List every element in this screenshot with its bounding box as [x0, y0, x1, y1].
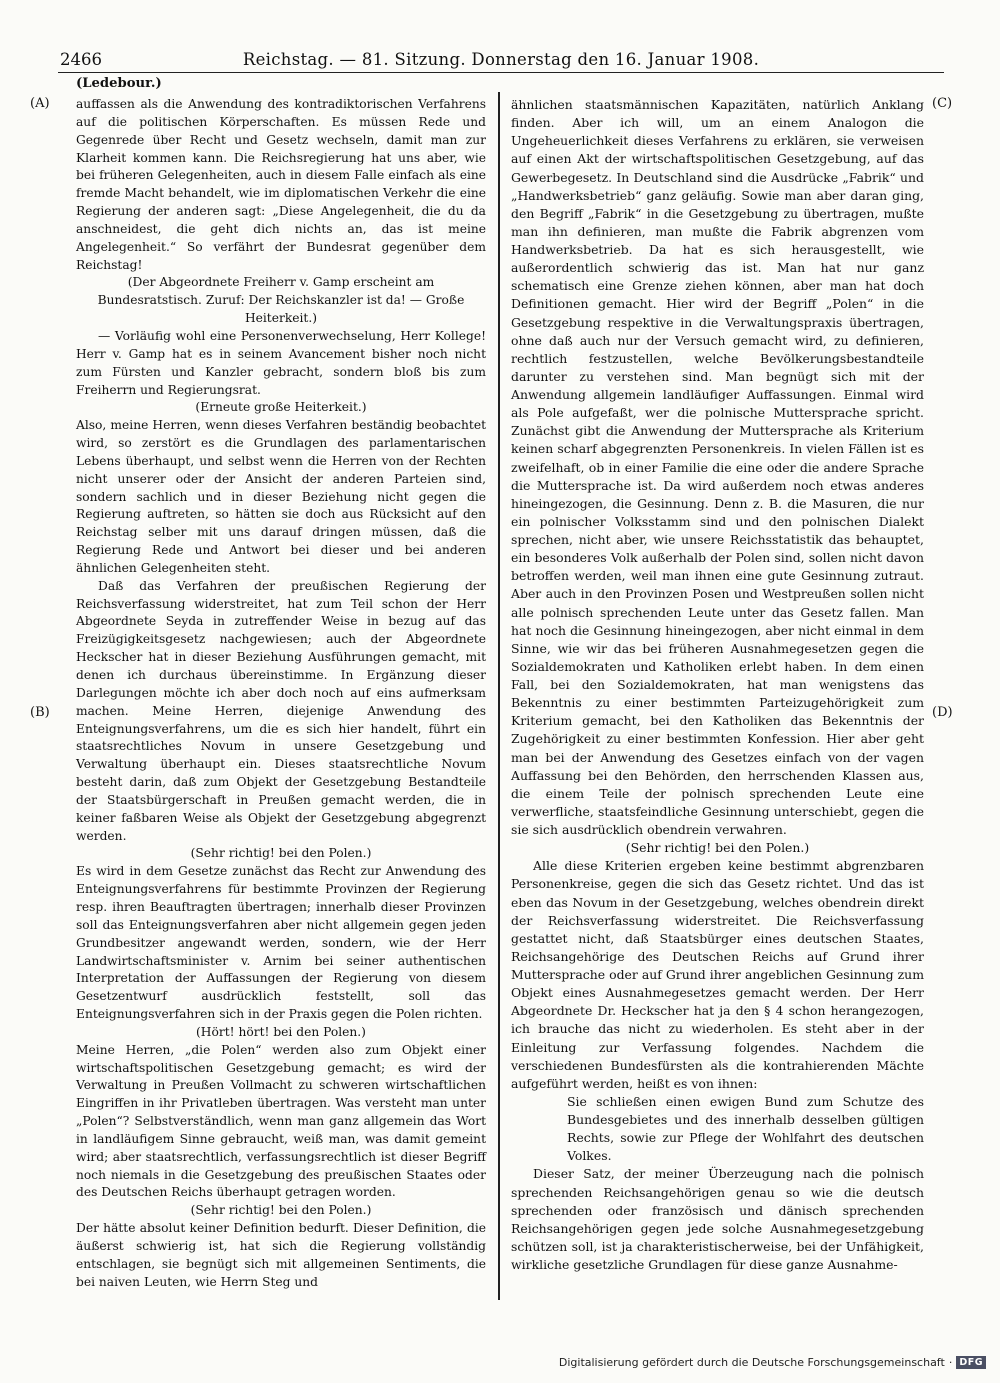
paragraph: Der hätte absolut keiner Definition bedurft. Dieser Definition, die äußerst schwierig ist, hat sich die Regierung vollständig entschlagen, sie begnügt sich mit allgemeinen Sentiments, die bei naiven Leuten, wie Herrn Steg und [76, 1221, 486, 1289]
block-quote: Sie schließen einen ewigen Bund zum Schutze des Bundesgebietes und des innerhalb desselben gültigen Rechts, sowie zur Pflege der Wohlfahrt des deutschen Volkes. [567, 1093, 924, 1164]
margin-marker-d: (D) [932, 705, 953, 720]
paragraph: Es wird in dem Gesetze zunächst das Recht zur Anwendung des Enteignungsverfahrens für bestimmte Provinzen der Regierung resp. ihren Beauftragten übertragen; innerhalb dieser Provinzen soll das Enteignungsverfahren aber nicht allgemein gegen jeden Grundbesitzer angewandt werden, sondern, wie der Herr Landwirtschaftsminister v. Arnim bei seiner authentischen Interpretation der Auffassungen der Regierung von diesem Gesetzentwurf ausdrücklich feststellt, soll das Enteignungsverfahren sich in der Praxis gegen die Polen richten. [76, 864, 486, 1022]
left-column [76, 96, 486, 1292]
footer-text: Digitalisierung gefördert durch die Deutsche Forschungsgemeinschaft [558, 1356, 945, 1369]
right-column [511, 96, 924, 1274]
paragraph: — Vorläufig wohl eine Personenverwechselung, Herr Kollege! Herr v. Gamp hat es in seinem Avancement bisher noch nicht zum Fürsten und Kanzler gebracht, sondern bloß bis zum Freiherrn und Regierungsrat. [76, 328, 486, 397]
paragraph: Dieser Satz, der meiner Überzeugung nach die polnisch sprechenden Reichsangehörigen genau so wie die deutsch sprechenden oder französisch und dänisch sprechenden Reichsangehörigen gegen jede solche Ausnahmegesetzgebung schützen soll, ist ja charakteristischerweise, bei der Unfähigkeit, wirkliche gesetzliche Grundlagen für diese ganze Ausnahme- [511, 1166, 924, 1272]
page-footer: Digitalisierung gefördert durch die Deutsche Forschungsgemeinschaft · DFG [559, 1356, 986, 1369]
speaker-name: (Ledebour.) [76, 76, 162, 91]
page-header [58, 48, 944, 73]
interjection: (Sehr richtig! bei den Polen.) [625, 840, 810, 856]
running-title: Reichstag. — 81. Sitzung. Donnerstag den 16. Januar 1908. [242, 50, 760, 69]
paragraph: Meine Herren, „die Polen“ werden also zum Objekt einer wirtschaftspolitischen Gesetzgebung gemacht; es wird der Verwaltung in Preußen Vollmacht zu schweren wirtschaftlichen Eingriffen in ihr Privatleben übertragen. Was versteht man unter „Polen“? Selbstverständlich, wenn man ganz allgemein das Wort in landläufigem Sinne gebraucht, weiß man, was damit gemeint wird; aber staatsrechtlich, verfassungsrechtlich ist dieser Begriff noch niemals in die Gesetzgebung des preußischen Staates oder des Deutschen Reichs überhaupt getragen worden. [76, 1042, 486, 1200]
margin-marker-c: (C) [932, 96, 953, 111]
interjection: (Hört! hört! bei den Polen.) [196, 1024, 366, 1039]
margin-marker-a: (A) [30, 96, 50, 111]
paragraph: Also, meine Herren, wenn dieses Verfahren beständig beobachtet wird, so zerstört es die Grundlagen des parlamentarischen Lebens überhaupt, und selbst wenn die Herren von der Rechten nicht unserer oder der Ansicht der anderen Parteien sind, sondern sachlich und in dieser Beziehung nicht gegen die Regierung auftreten, so hätten sie doch aus Rücksicht auf den Reichstag selber mit uns darauf dringen müssen, daß die Regierung Rede und Antwort bei dieser und bei anderen ähnlichen Gelegenheiten steht. [76, 418, 486, 575]
paragraph: Alle diese Kriterien ergeben keine bestimmt abgrenzbaren Personenkreise, gegen die sich das Gesetz richtet. Und das ist eben das Novum in der Gesetzgebung, welches obendrein direkt der Reichsverfassung widerstreitet. Die Reichsverfassung gestattet nicht, daß Staatsbürger eines deutschen Staates, Reichsangehörige des Deutschen Reichs auf Grund ihrer Muttersprache oder auf Grund ihrer angeblichen Gesinnung zum Objekt eines Ausnahmegesetzes gemacht werden. Der Herr Abgeordnete Dr. Heckscher hat ja den § 4 schon herangezogen, ich brauche das nicht zu wiederholen. Es steht aber in der Einleitung zur Verfassung folgendes. Nachdem die verschiedenen Bundesfürsten als die kontrahierenden Mächte aufgeführt werden, heißt es von ihnen: [511, 858, 924, 1091]
dfg-logo: DFG [956, 1356, 986, 1369]
interjection: (Der Abgeordnete Freiherr v. Gamp erscheint am Bundesratstisch. Zuruf: Der Reichskanzler ist da! — Große Heiterkeit.) [97, 275, 465, 326]
paragraph: Daß das Verfahren der preußischen Regierung der Reichsverfassung widerstreitet, hat zum Teil schon der Herr Abgeordnete Seyda in zutreffender Weise in bezug auf das Freizügigkeitsgesetz nachgewiesen; auch der Abgeordnete Heckscher hat in dieser Beziehung Ausführungen gemacht, mit denen ich durchaus übereinstimme. In Ergänzung dieser Darlegungen möchte ich aber doch noch auf eins aufmerksam machen. Meine Herren, diejenige Anwendung des Enteignungsverfahrens, um die es sich hier handelt, führt ein staatsrechtliches Novum in unsere Gesetzgebung und Verwaltung überhaupt ein. Dieses staatsrechtliche Novum besteht darin, daß zum Objekt der Gesetzgebung Bestandteile der Staatsbürgerschaft in Preußen gemacht werden, die in keiner faßbaren Weise als Objekt der Gesetzgebung abgegrenzt werden. [76, 578, 486, 843]
paragraph: auffassen als die Anwendung des kontradiktorischen Verfahrens auf die politischen Körperschaften. Es müssen Rede und Gegenrede über Recht und Gesetz wechseln, damit man zur Klarheit kommen kann. Die Reichsregierung hat uns aber, wie bei früheren Gelegenheiten, auch in diesem Falle einfach als eine fremde Macht behandelt, wie im diplomatischen Verkehr die eine Regierung der anderen sagt: „Diese Angelegenheit, die du da anschneidest, die geht dich nichts an, das ist meine Angelegenheit.“ So verfährt der Bundesrat gegenüber dem Reichstag! [76, 97, 486, 272]
paragraph: ähnlichen staatsmännischen Kapazitäten, natürlich Anklang finden. Aber ich will, um an einem Analogon die Ungeheuerlichkeit dieses Verfahrens zu erklären, sie verweisen auf einen Akt der wirtschaftspolitischen Gesetzgebung, auf das Gewerbegesetz. In Deutschland sind die Ausdrücke „Fabrik“ und „Handwerksbetrieb“ ganz geläufig. Sowie man aber daran ging, den Begriff „Fabrik“ in die Gesetzgebung zu übertragen, mußte man ihn definieren, man mußte die Fabrik abgrenzen vom Handwerksbetrieb. Da hat es sich herausgestellt, wie außerordentlich schwierig das ist. Man hat nur ganz schematisch eine Grenze ziehen können, aber man hat doch Definitionen gemacht. Hier wird der Begriff „Polen“ in die Gesetzgebung respektive in die Verwaltungspraxis übertragen, ohne daß auch nur der Versuch gemacht wird, zu definieren, rechtlich festzustellen, welche Bevölkerungsbestandteile darunter zu verstehen sind. Man begnügt sich mit der Anwendung allgemein landläufiger Auffassungen. Einmal wird als Pole aufgefaßt, wer die polnische Muttersprache spricht. Zunächst gibt die Anwendung der Muttersprache als Kriterium keinen scharf abgegrenzten Personenkreis. In vielen Fällen ist es zweifelhaft, ob in einer Familie die eine oder die andere Sprache die Muttersprache ist. Da wird außerdem noch etwas anderes hineingezogen, die Gesinnung. Denn z. B. die Masuren, die nur ein polnischer Volksstamm sind und den polnischen Dialekt sprechen, nicht aber, wie unsere Reichsstatistik das behauptet, ein besonderes Volk außerhalb der Polen sind, sollen nicht davon betroffen werden, weil man ihnen eine gute Gesinnung zutraut. Aber auch in den Provinzen Posen und Westpreußen sollen nicht alle polnisch sprechenden Leute unter das Gesetz fallen. Man hat noch die Gesinnung hineingezogen, aber nicht einmal in dem Sinne, wie wir das bei früheren Ausnahmegesetzen gegen die Sozialdemokraten und Katholiken erlebt haben. In dem einen Fall, bei den Sozialdemokraten, hat man wenigstens das Bekenntnis zu einer bestimmten Parteizugehörigkeit zum Kriterium gemacht, bei den Katholiken das Bekenntnis der Zugehörigkeit zu einer bestimmten Konfession. Hier aber geht man bei der Anwendung des Gesetzes einfach von der vagen Auffassung bei den Behörden, den herrschenden Klassen aus, die einem Teile der polnisch sprechenden Leute eine verwerfliche, staatsfeindliche Gesinnung unterschiebt, gegen die sie sich ausdrücklich obendrein verwahren. [511, 97, 924, 837]
page-number: 2466 [60, 50, 102, 69]
interjection: (Sehr richtig! bei den Polen.) [190, 846, 372, 861]
interjection: (Erneute große Heiterkeit.) [195, 400, 367, 415]
column-divider [498, 92, 500, 1300]
margin-marker-b: (B) [30, 705, 50, 720]
interjection: (Sehr richtig! bei den Polen.) [190, 1203, 372, 1218]
